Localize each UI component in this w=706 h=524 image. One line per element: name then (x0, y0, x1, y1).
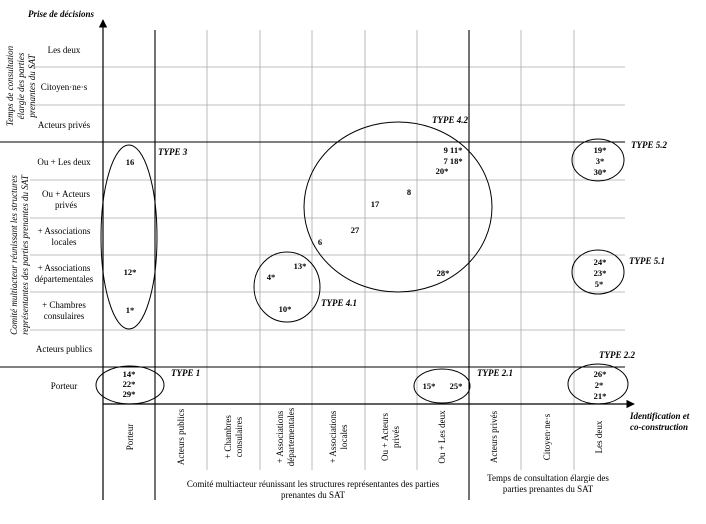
x-col-assoc-locales-l2: locales (339, 424, 349, 450)
x-col-acteurs-prives: Acteurs privés (489, 410, 499, 464)
type-2-2-label: TYPE 2.2 (599, 350, 635, 360)
x-col-ou-acteurs-prives-l1: Ou + Acteurs (380, 412, 390, 462)
case-21: 21* (593, 391, 607, 401)
case-16: 16 (125, 157, 135, 167)
type-labels (158, 115, 667, 378)
x-col-porteur: Porteur (125, 423, 135, 451)
x-col-chambres-l2: consulaires (234, 416, 244, 458)
case-4: 4* (266, 272, 276, 282)
case-5: 5* (594, 279, 604, 289)
y-group-consultation-line2: élargie des parties (16, 52, 26, 120)
case-10: 10* (278, 304, 292, 314)
y-row-ou-les-deux: Ou + Les deux (37, 157, 91, 167)
type-1-label: TYPE 1 (171, 368, 201, 378)
case-26: 26* (593, 369, 607, 379)
x-col-citoyens: Citoyen·ne·s (542, 413, 552, 461)
case-29: 29* (122, 389, 136, 399)
y-row-assoc-locales-l1: + Associations (37, 226, 91, 236)
case-7-18: 7 18* (443, 156, 463, 166)
case-6: 6 (317, 237, 323, 247)
type-ellipses (96, 122, 628, 404)
y-group-consultation-line1: Temps de consultation (5, 45, 15, 127)
horizontal-gridlines (30, 67, 625, 330)
x-col-assoc-dep-l1: + Associations (275, 410, 285, 464)
type-3-ellipse (101, 145, 157, 329)
case-17: 17 (370, 199, 380, 209)
case-20: 20* (435, 166, 449, 176)
case-1: 1* (125, 305, 135, 315)
x-col-chambres-l1: + Chambres (223, 415, 233, 459)
y-row-assoc-locales-l2: locales (51, 237, 77, 247)
x-group-consultation-line2: parties prenantes du SAT (502, 484, 594, 494)
y-row-les-deux: Les deux (47, 45, 81, 55)
y-row-acteurs-publics: Acteurs publics (35, 344, 93, 354)
case-2: 2* (594, 380, 604, 390)
case-22: 22* (122, 379, 136, 389)
x-col-ou-acteurs-prives-l2: privés (391, 426, 401, 448)
y-row-ou-acteurs-prives-l2: privés (55, 200, 77, 210)
x-group-comite-line1: Comité multiacteur réunissant les structures représentantes des parties (186, 479, 440, 489)
y-row-ou-acteurs-prives-l1: Ou + Acteurs (41, 189, 91, 199)
x-col-ou-les-deux: Ou + Les deux (437, 410, 447, 464)
case-9-11: 9 11* (443, 145, 463, 155)
type-4-2-label: TYPE 4.2 (432, 115, 468, 125)
x-col-assoc-dep-l2: départementales (286, 407, 296, 467)
case-30: 30* (593, 167, 607, 177)
case-23: 23* (593, 268, 607, 278)
y-group-comite (9, 174, 30, 335)
case-14: 14* (122, 369, 136, 379)
case-25: 25* (449, 381, 463, 391)
y-group-comite-line2: représentantes des parties prenantes du SAT (20, 175, 30, 335)
case-15: 15* (422, 381, 436, 391)
type-5-1-label: TYPE 5.1 (629, 256, 665, 266)
case-8: 8 (406, 187, 412, 197)
type-2-1-label: TYPE 2.1 (477, 368, 513, 378)
x-col-assoc-locales-l1: + Associations (328, 410, 338, 464)
y-row-assoc-dep-l1: + Associations (37, 263, 91, 273)
x-group-labels (187, 473, 609, 500)
type-5-2-label: TYPE 5.2 (631, 140, 667, 150)
x-axis-title-line1: Identification et (630, 411, 690, 421)
x-col-acteurs-publics: Acteurs publics (176, 408, 186, 466)
y-row-porteur: Porteur (50, 381, 78, 391)
y-row-citoyens: Citoyen·ne·s (40, 82, 88, 92)
y-row-chambres-l1: + Chambres (42, 300, 86, 310)
y-axis-title: Prise de décisions (28, 9, 94, 19)
case-3: 3* (595, 156, 605, 166)
y-group-consultation-line3: prenantes du SAT (27, 54, 37, 118)
x-group-comite-line2: prenantes du SAT (281, 490, 345, 500)
y-row-chambres-l2: consulaires (43, 311, 85, 321)
y-row-assoc-dep-l2: départementales (34, 274, 94, 284)
type-4-1-label: TYPE 4.1 (321, 298, 357, 308)
y-group-consultation (5, 45, 37, 126)
case-24: 24* (593, 257, 607, 267)
x-group-consultation-line1: Temps de consultation élargie des (487, 473, 609, 483)
case-12: 12* (123, 267, 137, 277)
y-group-comite-line1: Comité multiacteur réunissant les structures (9, 175, 19, 335)
case-points (123, 145, 607, 401)
type-4-2-ellipse (304, 122, 492, 292)
case-28: 28* (436, 268, 450, 278)
x-axis-title-line2: co-construction (630, 422, 689, 432)
case-27: 27 (350, 225, 360, 235)
y-row-acteurs-prives: Acteurs privés (37, 120, 91, 130)
x-col-les-deux: Les deux (594, 420, 604, 454)
type-3-label: TYPE 3 (158, 147, 188, 157)
case-19: 19* (593, 145, 607, 155)
x-column-labels (125, 407, 604, 466)
case-13: 13* (293, 261, 307, 271)
